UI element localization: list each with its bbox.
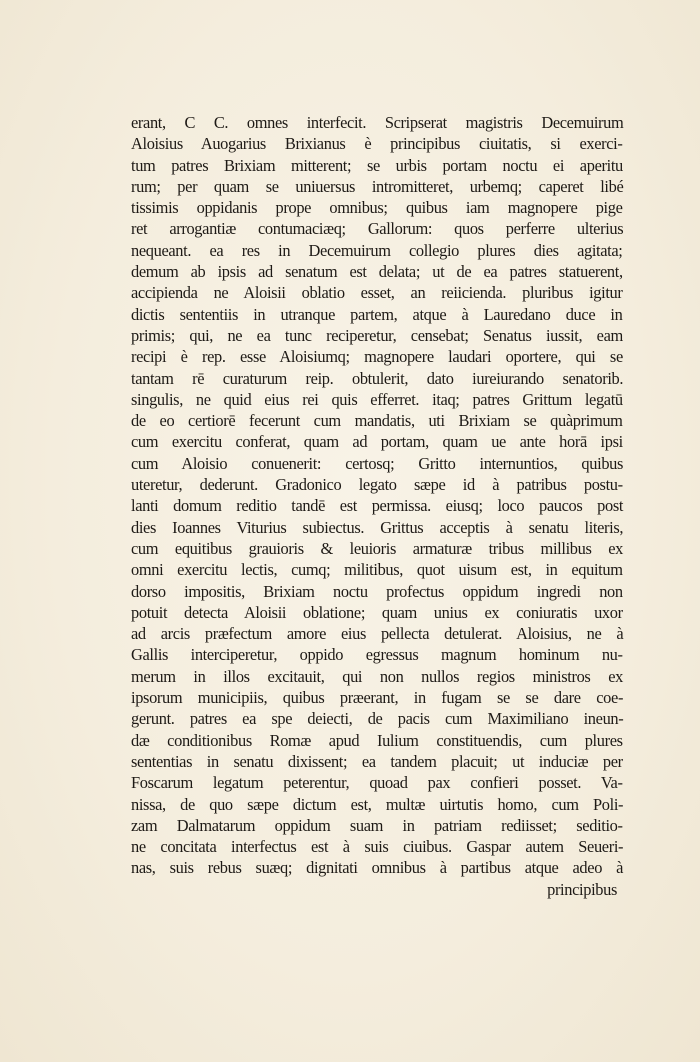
text-line: dæ conditionibus Romæ apud Iulium constituendis, cum plures (131, 730, 623, 750)
text-line: ret arrogantiæ contumaciæq; Gallorum: quos perferre ulterius (131, 219, 624, 239)
text-line: tantam rē curaturum reip. obtulerit, dato iureiurando senatorib. (131, 368, 624, 388)
text-line: recipi è rep. esse Aloisiumq; magnopere laudari oportere, qui se (131, 347, 623, 367)
text-line: tum patres Brixiam mitterent; se urbis portam noctu ei aperitu (131, 155, 623, 175)
text-line: zam Dalmatarum oppidum suam in patriam rediisset; seditio- (131, 815, 623, 835)
text-line: cum exercitu conferat, quam ad portam, quam ue ante horā ipsi (131, 432, 623, 452)
text-line: cum equitibus grauioris & leuioris armaturæ tribus millibus ex (131, 538, 624, 558)
text-block (131, 112, 631, 900)
text-line: dies Ioannes Viturius subiectus. Grittus acceptis à senatu literis, (131, 517, 624, 537)
text-line: dorso impositis, Brixiam noctu profectus oppidum ingredi non (131, 581, 623, 601)
text-line: lanti domum reditio tandē est permissa. eiusq; loco paucos post (131, 496, 624, 516)
text-line: cum Aloisio conuenerit: certosq; Gritto internuntios, quibus (131, 453, 624, 473)
text-line: de eo certiorē fecerunt cum mandatis, uti Brixiam se quàprimum (131, 411, 623, 431)
text-line: dictis sententiis in utranque partem, atque à Lauredano duce in (131, 304, 623, 324)
text-line: Foscarum legatum peterentur, quoad pax confieri posset. Va- (131, 773, 623, 793)
text-line: nequeant. ea res in Decemuirum collegio plures dies agitata; (131, 240, 623, 260)
text-line: ipsorum municipiis, quibus præerant, in fugam se se dare coe- (131, 688, 624, 708)
text-line: nas, suis rebus suæq; dignitati omnibus à partibus atque adeo à (131, 858, 624, 878)
text-line: potuit detecta Aloisii oblatione; quam unius ex coniuratis uxor (131, 602, 623, 622)
text-line: merum in illos excitauit, qui non nullos regios ministros ex (131, 666, 623, 686)
text-line: primis; qui, ne ea tunc reciperetur, censebat; Senatus iussit, eam (131, 325, 623, 345)
text-line: rum; per quam se uniuersus intromitteret, urbemq; caperet libé (131, 176, 624, 196)
text-line: omni exercitu lectis, cumq; militibus, quot uisum est, in equitum (131, 560, 623, 580)
catchword: principibus (547, 879, 617, 899)
text-line: sententias in senatu dixissent; ea tandem placuit; ut induciæ per (131, 751, 623, 771)
text-line: gerunt. patres ea spe deiecti, de pacis cum Maximiliano ineun- (131, 709, 624, 729)
text-line: tissimis oppidanis prope omnibus; quibus iam magnopere pige (131, 198, 623, 218)
text-line: ad arcis præfectum amore eius pellecta detulerat. Aloisius, ne à (131, 624, 624, 644)
text-line: uteretur, dederunt. Gradonico legato sæpe id à patribus postu- (131, 475, 623, 495)
text-line: demum ab ipsis ad senatum est delata; ut de ea patres statuerent, (131, 262, 623, 282)
text-line: singulis, ne quid eius rei quis efferret. itaq; patres Grittum legatū (131, 389, 623, 409)
text-line: erant, C C. omnes interfecit. Scripserat magistris Decemuirum (131, 113, 624, 132)
text-line: ne concitata interfectus est à suis ciuibus. Gaspar autem Seueri- (131, 837, 624, 857)
text-line: Aloisius Auogarius Brixianus è principibus ciuitatis, si exerci- (131, 134, 623, 154)
text-line: Gallis interciperetur, oppido egressus magnum hominum nu- (131, 645, 623, 665)
text-line: nissa, de quo sæpe dictum est, multæ uirtutis homo, cum Poli- (131, 794, 624, 814)
text-line: accipienda ne Aloisii oblatio esset, an reiicienda. pluribus igitur (131, 283, 623, 303)
